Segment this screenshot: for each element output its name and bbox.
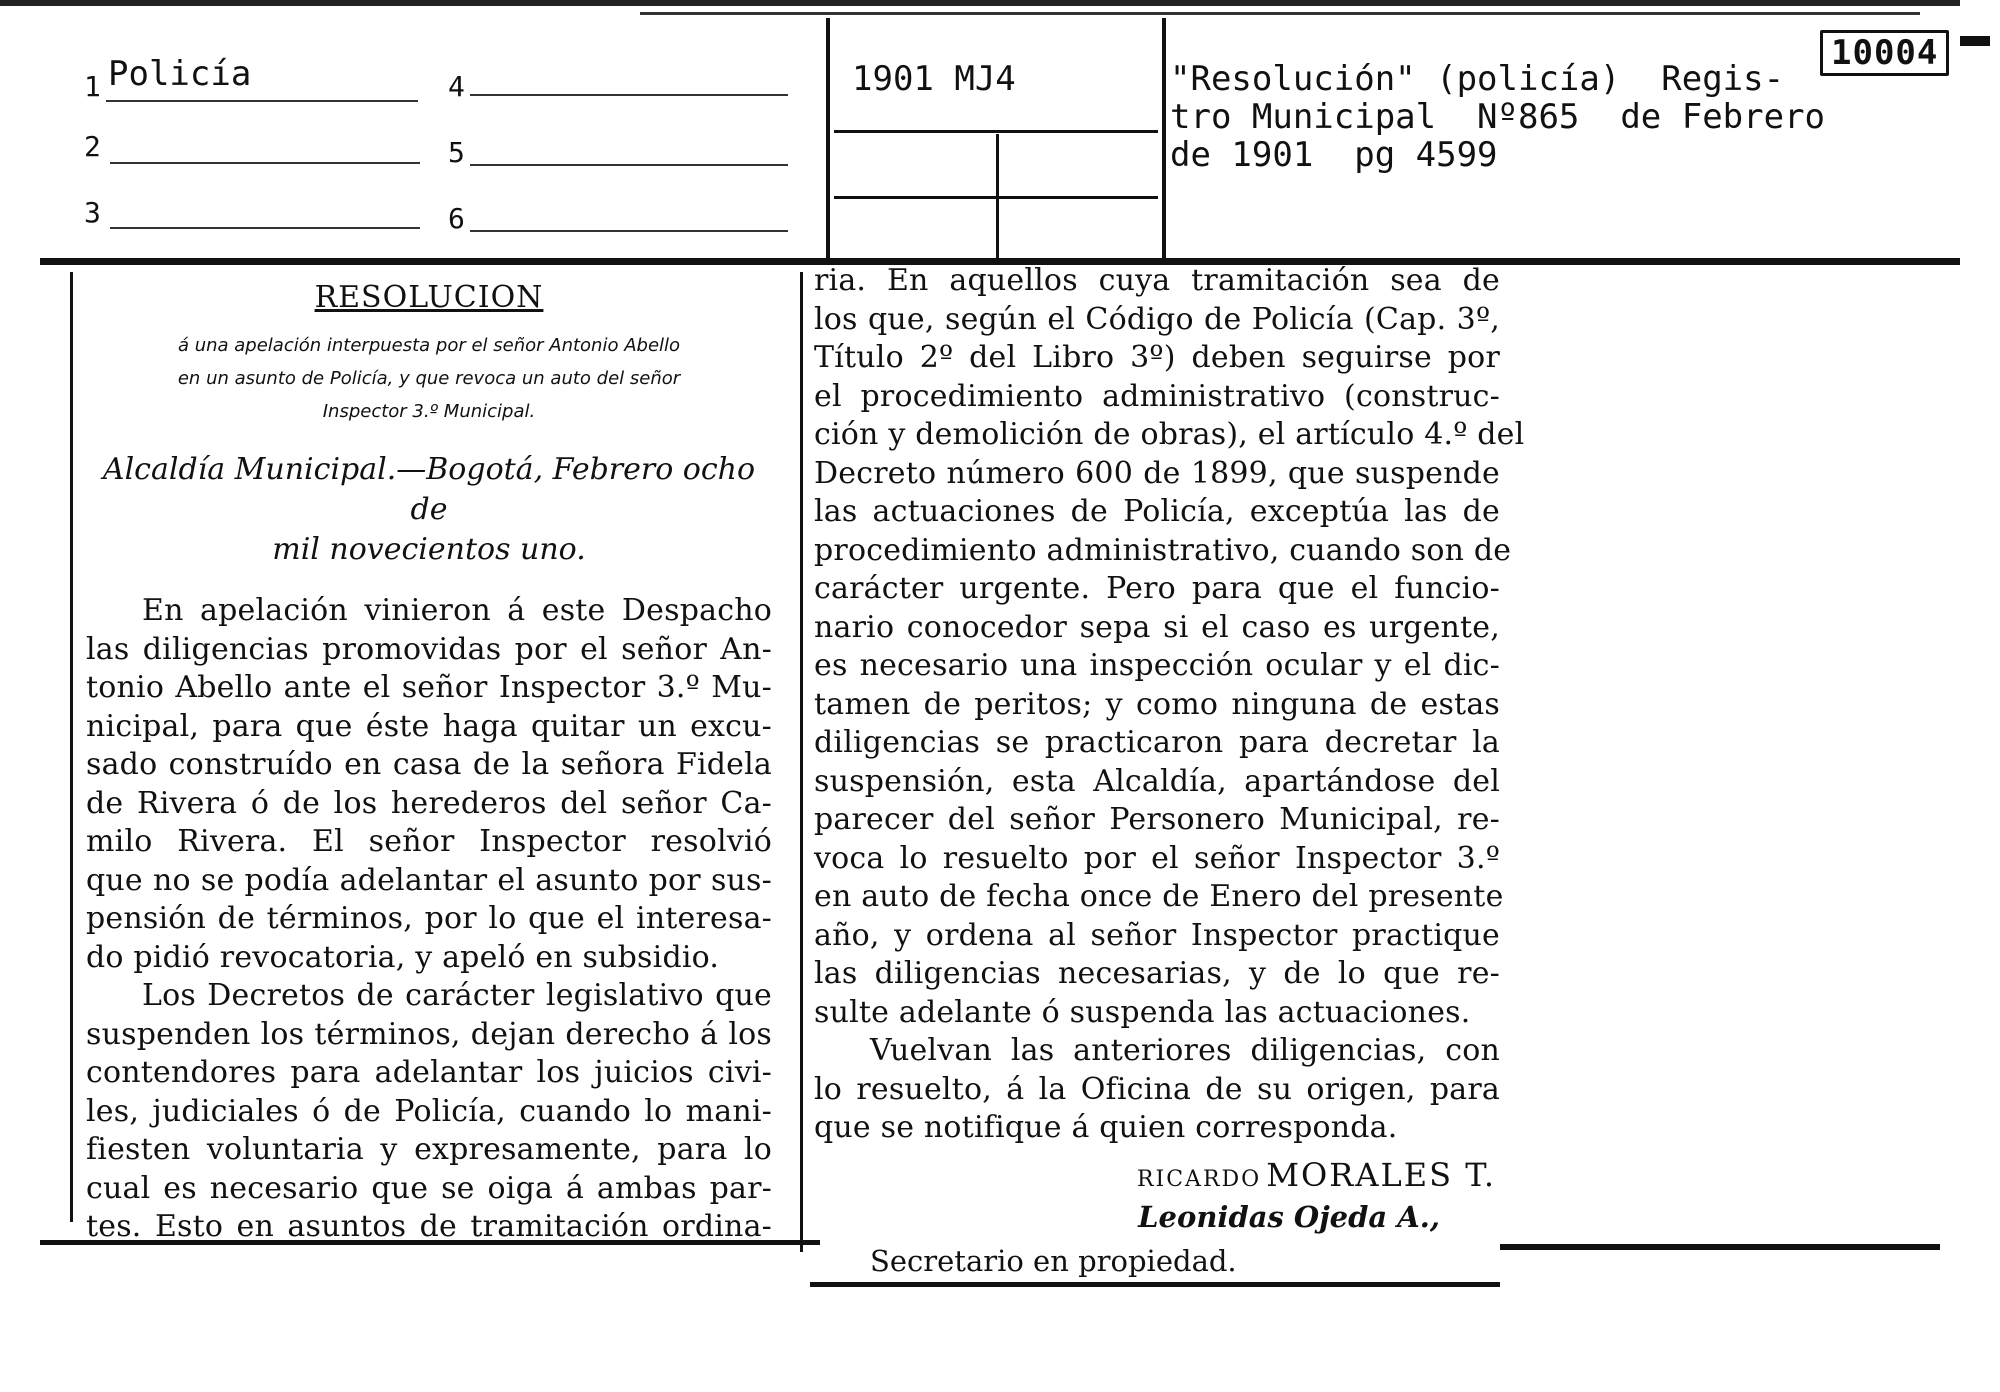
text-line: Los Decretos de carácter legislativo que bbox=[142, 978, 772, 1013]
field-number: 3 bbox=[84, 196, 101, 229]
text-line: cual es necesario que se oiga á ambas par- bbox=[86, 1170, 772, 1206]
text-line: el procedimiento administrativo (construc- bbox=[814, 378, 1500, 414]
signature-block bbox=[814, 1156, 1500, 1194]
text-line: los que, según el Código de Policía (Cap. 3º, bbox=[814, 301, 1500, 337]
text-line: fiesten voluntaria y expresamente, para lo bbox=[86, 1132, 772, 1167]
text-line: sulte adelante ó suspenda las actuaciones. bbox=[814, 994, 1471, 1030]
ink-mark bbox=[1960, 36, 1990, 46]
text-line: diligencias se practicaron para decretar la bbox=[814, 725, 1500, 760]
text-line: las actuaciones de Policía, exceptúa las de bbox=[814, 494, 1500, 529]
reference-line: de 1901 pg 4599 bbox=[1170, 135, 1498, 175]
text-line: las diligencias promovidas por el señor An- bbox=[86, 631, 772, 667]
clipping-left-edge bbox=[70, 272, 73, 1222]
reference-line: tro Municipal Nº865 de Febrero bbox=[1170, 97, 1826, 137]
column-divider bbox=[1162, 18, 1166, 258]
field-number: 4 bbox=[448, 70, 465, 103]
text-line: que se notifique á quien corresponda. bbox=[814, 1110, 1398, 1145]
secretary-signature bbox=[814, 1200, 1500, 1234]
clipping-left-column bbox=[86, 280, 772, 1247]
field-number: 2 bbox=[84, 130, 101, 163]
field-line bbox=[106, 98, 418, 102]
card-stamp-number: 10004 bbox=[1820, 30, 1949, 76]
text-line: tonio Abello ante el señor Inspector 3.º Mu- bbox=[86, 670, 772, 705]
field-number: 5 bbox=[448, 136, 465, 169]
text-line: pensión de términos, por lo que el interesa- bbox=[86, 901, 772, 936]
card-top-border bbox=[0, 0, 1960, 6]
article-dateline: Alcaldía Municipal.—Bogotá, Febrero ocho de bbox=[102, 452, 756, 527]
text-line: Título 2º del Libro 3º) deben seguirse por bbox=[814, 340, 1500, 375]
text-line: procedimiento administrativo, cuando son de bbox=[814, 532, 1512, 568]
text-line: carácter urgente. Pero para que el funcio- bbox=[814, 571, 1500, 606]
field-value: Policía bbox=[108, 54, 252, 94]
clipping-bottom-edge bbox=[810, 1282, 1500, 1287]
text-line: ción y demolición de obras), el artículo 4.º del bbox=[814, 417, 1525, 452]
text-line: nicipal, para que éste haga quitar un excu- bbox=[86, 708, 772, 744]
grid-divider bbox=[996, 134, 999, 258]
field-line bbox=[110, 160, 420, 164]
text-line: ria. En aquellos cuya tramitación sea de bbox=[814, 263, 1500, 298]
article-subtitle-line: en un asunto de Policía, y que revoca un auto del señor bbox=[177, 368, 681, 389]
text-line: parecer del señor Personero Municipal, re- bbox=[814, 802, 1500, 837]
grid-line bbox=[834, 130, 1158, 133]
text-line: sado construído en casa de la señora Fidela bbox=[86, 747, 772, 782]
card-bottom-rule bbox=[1500, 1244, 1940, 1250]
text-line: contendores para adelantar los juicios civi- bbox=[86, 1055, 772, 1090]
text-line: voca lo resuelto por el señor Inspector 3.º bbox=[814, 840, 1500, 876]
text-line: les, judiciales ó de Policía, cuando lo mani- bbox=[86, 1093, 772, 1129]
text-line: tes. Esto en asuntos de tramitación ordina- bbox=[86, 1209, 772, 1244]
field-number: 6 bbox=[448, 202, 465, 235]
article-subtitle-line: Inspector 3.º Municipal. bbox=[322, 401, 536, 422]
article-dateline: mil novecientos uno. bbox=[272, 532, 586, 567]
article-title: RESOLUCION bbox=[314, 280, 544, 315]
card-top-border-thin bbox=[640, 12, 1920, 15]
text-line: que no se podía adelantar el asunto por sus- bbox=[86, 862, 772, 898]
reference-line: "Resolución" (policía) Regis- bbox=[1170, 59, 1785, 99]
secretary-title-line bbox=[814, 1244, 1500, 1278]
signatory-first-name: RICARDO bbox=[1136, 1166, 1262, 1192]
text-line: En apelación vinieron á este Despacho bbox=[142, 593, 772, 628]
text-line: suspensión, esta Alcaldía, apartándose del bbox=[814, 763, 1500, 799]
text-line: milo Rivera. El señor Inspector resolvió bbox=[86, 824, 772, 859]
clipping-right-column bbox=[814, 262, 1525, 1278]
text-line: es necesario una inspección ocular y el dic- bbox=[814, 648, 1500, 683]
text-line: Vuelvan las anteriores diligencias, con bbox=[870, 1033, 1500, 1068]
field-line bbox=[470, 162, 788, 166]
field-line bbox=[110, 225, 420, 229]
left-column-body bbox=[86, 592, 772, 1247]
column-divider bbox=[826, 18, 830, 258]
text-line: lo resuelto, á la Oficina de su origen, para bbox=[814, 1071, 1500, 1107]
signatory-last-name: MORALES T. bbox=[1266, 1155, 1496, 1194]
text-line: las diligencias necesarias, y de lo que re- bbox=[814, 956, 1500, 991]
right-column-body bbox=[814, 262, 1525, 1148]
text-line: año, y ordena al señor Inspector practique bbox=[814, 917, 1500, 953]
classification-code: 1901 MJ4 bbox=[852, 59, 1016, 99]
text-line: nario conocedor sepa si el caso es urgente, bbox=[814, 609, 1500, 645]
secretary-name: Leonidas Ojeda A., bbox=[1138, 1199, 1440, 1234]
secretary-title: Secretario en propiedad. bbox=[870, 1243, 1237, 1278]
text-line: do pidió revocatoria, y apeló en subsidio. bbox=[86, 939, 720, 975]
column-gutter bbox=[800, 272, 803, 1252]
text-line: en auto de fecha once de Enero del presente bbox=[814, 879, 1504, 914]
text-line: Decreto número 600 de 1899, que suspende bbox=[814, 455, 1500, 491]
article-subtitle-line: á una apelación interpuesta por el señor Antonio Abello bbox=[177, 335, 681, 356]
field-line bbox=[470, 228, 788, 232]
reference-note bbox=[1170, 60, 1825, 174]
text-line: de Rivera ó de los herederos del señor Ca- bbox=[86, 785, 772, 821]
text-line: tamen de peritos; y como ninguna de estas bbox=[814, 686, 1500, 722]
text-line: suspenden los términos, dejan derecho á los bbox=[86, 1016, 772, 1052]
field-number: 1 bbox=[84, 70, 101, 103]
field-line bbox=[470, 92, 788, 96]
